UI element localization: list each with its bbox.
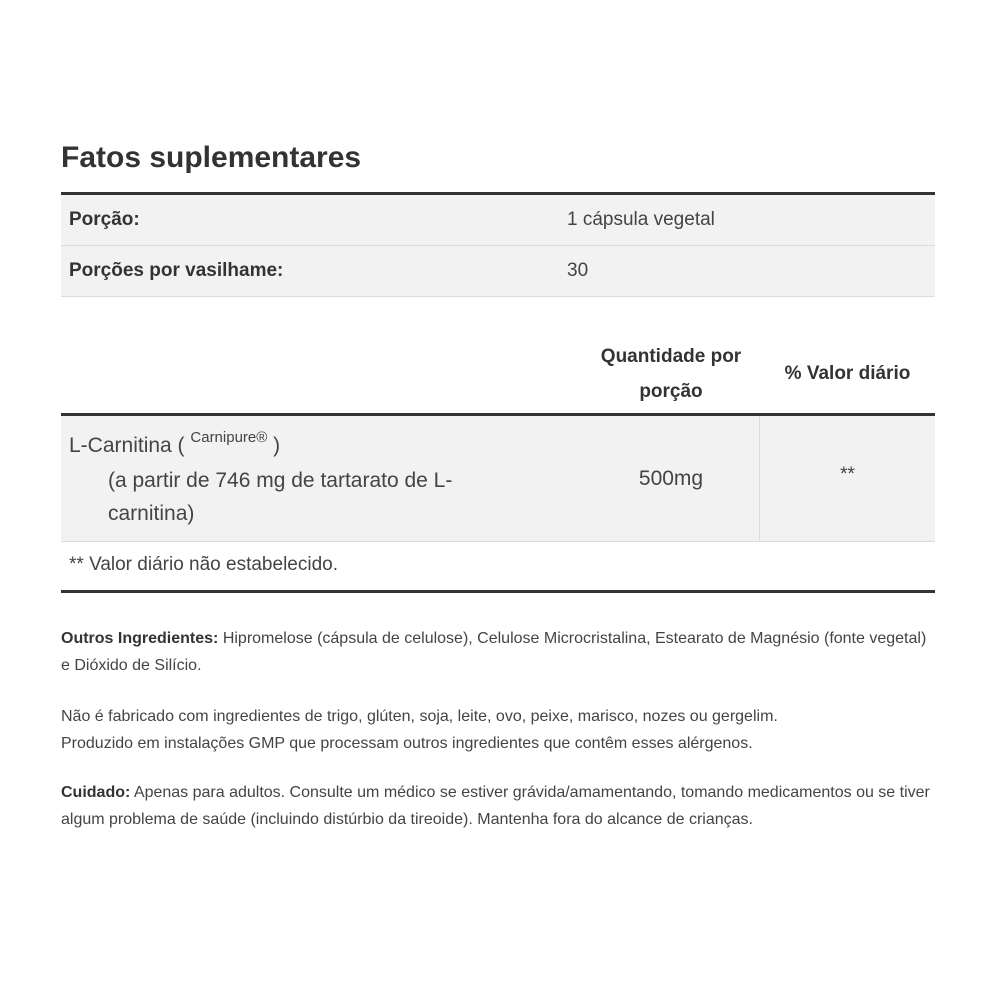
other-ingredients-text: Hipromelose (cápsula de celulose), Celulose Microcristalina, Estearato de Magnésio (fonte vegetal) e Dióxido de Silício.: [61, 630, 927, 674]
servings-per-container-value: 30: [567, 260, 589, 281]
daily-value-footnote: ** Valor diário não estabelecido.: [69, 554, 338, 575]
caution-label: Cuidado:: [61, 784, 131, 801]
nutrient-source: [108, 464, 548, 530]
serving-size-value: 1 cápsula vegetal: [567, 209, 715, 230]
caution-text: Apenas para adultos. Consulte um médico se estiver grávida/amamentando, tomando medicamentos ou se tiver algum problema de saúde (incluindo distúrbio da tireoide). Mantenha fora do alcance de crianças.: [61, 784, 930, 828]
allergen-note-line1: Não é fabricado com ingredientes de trigo, glúten, soja, leite, ovo, peixe, marisco, nozes ou gergelim.: [61, 708, 778, 725]
servings-per-container-label: Porções por vasilhame:: [69, 260, 284, 281]
bottom-rule: [61, 590, 935, 593]
panel-title: Fatos suplementares: [61, 141, 362, 174]
amount-header-line1: Quantidade por: [600, 346, 742, 367]
caution: [61, 779, 935, 833]
nutrient-source-line1: (a partir de 746 mg de tartarato de L-: [108, 469, 453, 492]
other-ingredients-label: Outros Ingredientes:: [61, 630, 219, 647]
nutrient-close-paren: ): [273, 434, 281, 457]
nutrient-trademark: Carnipure®: [190, 429, 268, 446]
nutrient-name-text: L-Carnitina (: [69, 434, 185, 457]
nutrient-name: [69, 429, 280, 458]
serving-size-label: Porção:: [69, 209, 140, 230]
amount-header-line2: porção: [639, 381, 703, 402]
nutrient-source-line2: carnitina): [108, 502, 195, 525]
nutrient-amount: 500mg: [638, 467, 704, 490]
amount-per-serving-header: [581, 339, 761, 409]
other-ingredients: [61, 625, 935, 679]
serving-size-row: [61, 195, 935, 246]
daily-value-header: % Valor diário: [784, 363, 911, 384]
servings-per-container-row: [61, 246, 935, 297]
nutrient-row: [61, 416, 935, 542]
allergen-note: [61, 703, 935, 757]
nutrient-daily-value: **: [840, 464, 855, 485]
allergen-note-line2: Produzido em instalações GMP que processam outros ingredientes que contêm esses alérgenos.: [61, 735, 753, 752]
